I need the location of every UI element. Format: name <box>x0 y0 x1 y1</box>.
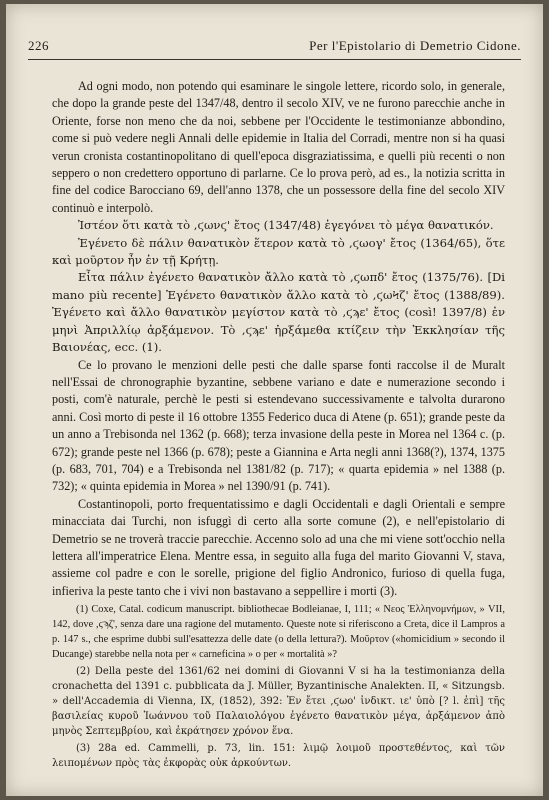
footnote-1: (1) Coxe, Catal. codicum manuscript. bibliothecae Bodleianae, I, 111; « Νεος Ἑλληνομνήμων, » VII, 142, dove ,ϛϡζ', senza dare una ragione del mutamento. Queste note si riferiscono a Creta, dice il Lampros a p. 147 s., che esprime dubbi sull'esattezza delle date (o della lettura?). Μοῦρτον («homicidium » secondo il Ducange) starebbe nella nota per « carneficina » o per « mortalità »? <box>52 604 505 660</box>
paragraph-1: Ad ogni modo, non potendo qui esaminare le singole lettere, ricordo solo, in generale, che dopo la grande peste del 1347/48, dentro il secolo XIV, ve ne furono parecchie anche in Oriente, forse non meno che da noi, sebbene per l'Occidente le testimonianze abbondino, come si può vedere negli Annali delle epidemie in Italia del Corradi, mentre non si ha quasi verun cronista costantinopolitano di quell'epoca disgraziatissima, e quelli più recenti o non seppero o non credettero opportuno di parlarne. Ce lo prova però, ad es., la notizia scritta in fine del codice Barocciano 69, dell'anno 1378, che un possessore della fine del secolo XIV continuò e interpolò. <box>52 79 505 215</box>
book-page <box>6 4 543 796</box>
greek-note-1: Ἰστέον ὅτι κατὰ τὸ ,ϛωνϛ' ἔτος (1347/48) ἐγεγόνει τὸ μέγα θανατικόν. <box>78 218 494 233</box>
greek-note-2: Ἐγένετο δὲ πάλιν θανατικὸν ἕτερον κατὰ τὸ ,ϛωογ' ἔτος (1364/65), ὅτε καὶ μοῦρτον ἦν ἐν τῇ Κρήτῃ. <box>52 235 505 268</box>
main-text <box>52 78 505 600</box>
footnote-2: (2) Della peste del 1361/62 nei domini di Giovanni V si ha la testimonianza della cronachetta del 1391 c. pubblicata da J. Müller, Byzantinische Analekten. II, « Sitzungsb. » dell'Accademia di Vienna, IX, (1852), 392: Ἐν ἔτει ,ϛωο' ἰνδικτ. ιε' ὑπὸ [? l. ἐπὶ] τῆς βασιλείας κυροῦ Ἰωάννου τοῦ Παλαιολόγου ἐγένετο θανατικὸν μέγα, ἀρξάμενον ἀπὸ μηνὸς Σεπτεμβρίου, καὶ ἐκράτησεν χρόνον ἕνα. <box>52 666 505 737</box>
paragraph-3: Costantinopoli, porto frequentatissimo e dagli Occidentali e dagli Orientali e sempre minacciata dai Turchi, non isfuggì di certo alla sorte comune (2), e nell'epistolario di Demetrio se ne troverà traccie parecchie. Accenno solo ad una che mi viene sott'occhio nella lettera all'imperatrice Elena. Mentre essa, in seguito alla fuga del marito Giovanni V, stava, assieme col padre e con le sorelle, prigione del figlio Andronico, furioso di quella fuga, infieriva la peste tanto che i vivi non bastavano a seppellire i morti (3). <box>52 496 505 598</box>
footnotes <box>52 602 505 773</box>
paragraph-2: Ce lo provano le menzioni delle pesti che dalle sparse fonti raccolse il de Muralt nell'Essai de chronographie byzantine, sebbene variano e date e numerazione secondo i posti, com'è naturale, perchè le pesti si estendevano successivamente e talvolta durarono anni. Così morto di peste il 16 ottobre 1355 Federico duca di Atene (p. 651); grande peste da un anno a Trebisonda nel 1362 (p. 668); terza invasione della peste in Morea nel 1364 c. (p. 672); grande peste nel 1366 (p. 678); peste a Giannina e Arta negli anni 1368(?), 1374, 1375 (p. 683, 701, 704) e a Trebisonda nel 1381/82 (p. 717); « quarta epidemia » nel 1388 (p. 732); « quinta epidemia in Morea » nel 1390/91 (p. 741). <box>52 357 505 494</box>
page-number: 226 <box>28 38 49 53</box>
footnote-3: (3) 28a ed. Cammelli, p. 73, lin. 151: λιμῷ λοιμοῦ προστεθέντος, καὶ τῶν λειπομένων πρὸς τὰς ἐκφορὰς οὐκ ἀρκούντων. <box>52 743 505 769</box>
greek-note-3: Εἶτα πάλιν ἐγένετο θανατικὸν ἄλλο κατὰ τὸ ,ϛωπδ' ἔτος (1375/76). [Di mano più recente] Ἐγένετο θανατικὸν ἄλλο κατὰ τὸ ,ϛωϞζ' ἔτος (1388/89). Ἐγένετο καὶ ἄλλο θανατικὸν μεγίστον κατὰ τὸ ,ϛϡε' ἔτος (così! 1397/8) ἐν μηνὶ Ἀπριλλίῳ ἀρξάμενον. Τὸ ,ϛϡε' ἠρξάμεθα κτίζειν τὴν Ἐκκλησίαν τῆς Βαιονέας, ecc. (1). <box>52 270 505 355</box>
running-title: Per l'Epistolario di Demetrio Cidone. <box>309 38 521 53</box>
header-rule <box>28 59 521 60</box>
